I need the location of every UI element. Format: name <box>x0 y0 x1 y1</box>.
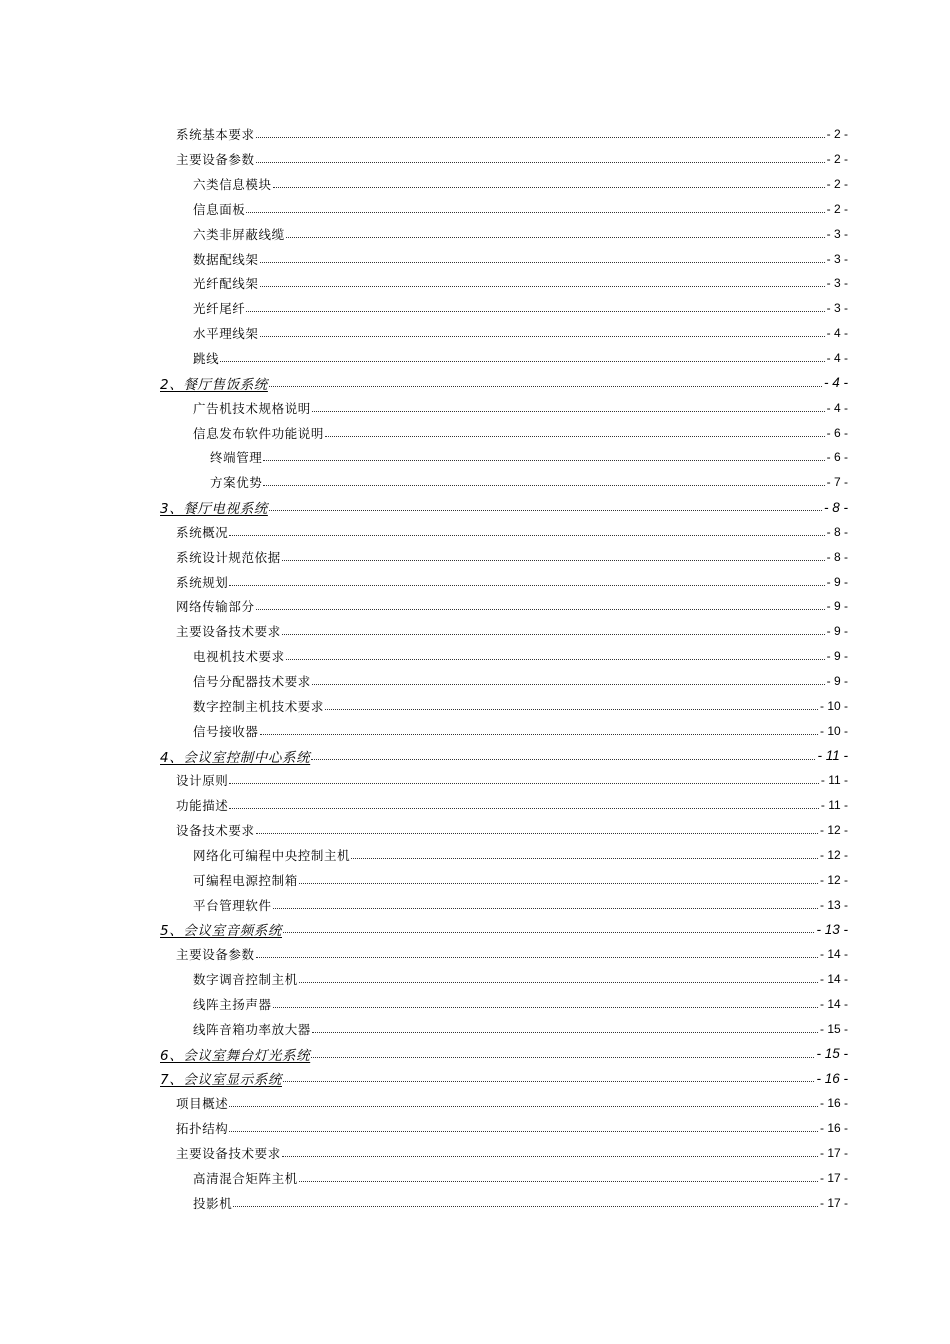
toc-entry[interactable] <box>0 321 950 346</box>
toc-entry-title: 信号分配器技术要求 <box>193 673 311 689</box>
toc-entry[interactable] <box>0 793 950 818</box>
toc-entry-title: 拓扑结构 <box>176 1121 229 1137</box>
toc-entry-title: 平台管理软件 <box>193 897 272 913</box>
dot-leader <box>260 261 825 263</box>
dot-leader <box>256 136 825 138</box>
dot-leader <box>286 236 825 238</box>
dot-leader <box>229 1130 818 1132</box>
toc-entry[interactable] <box>0 122 950 147</box>
dot-leader <box>282 633 825 635</box>
dot-leader <box>260 285 825 287</box>
toc-entry[interactable] <box>0 992 950 1017</box>
toc-entry[interactable] <box>0 1141 950 1166</box>
toc-page-number: - 3 - <box>826 276 848 291</box>
toc-page-number: - 11 - <box>820 773 848 788</box>
toc-page-number: - 9 - <box>826 624 848 639</box>
toc-entry-title: 光纤配线架 <box>193 276 259 292</box>
dot-leader <box>256 161 825 163</box>
toc-entry-title: 高清混合矩阵主机 <box>193 1170 298 1186</box>
toc-page-number: - 11 - <box>820 798 848 813</box>
dot-leader <box>311 758 815 760</box>
toc-page-number: - 12 - <box>819 872 848 887</box>
toc-entry-title: 跳线 <box>193 351 220 367</box>
toc-entry[interactable] <box>0 644 950 669</box>
dot-leader <box>263 459 824 461</box>
toc-entry-title: 信号接收器 <box>193 723 259 739</box>
dot-leader <box>229 782 818 784</box>
toc-entry-title: 六类信息模块 <box>193 177 272 193</box>
toc-entry-title: 电视机技术要求 <box>193 649 285 665</box>
toc-entry-title: 系统概况 <box>176 524 229 540</box>
toc-entry[interactable] <box>0 967 950 992</box>
toc-page-number: - 15 - <box>816 1046 848 1062</box>
dot-leader <box>273 907 818 909</box>
toc-entry[interactable] <box>0 669 950 694</box>
dot-leader <box>299 981 818 983</box>
toc-page-number: - 4 - <box>826 326 848 341</box>
toc-entry-title: 六类非屏蔽线缆 <box>193 226 285 242</box>
dot-leader <box>256 956 818 958</box>
toc-entry[interactable] <box>0 221 950 246</box>
dot-leader <box>260 733 818 735</box>
toc-entry-title: 系统设计规范依据 <box>176 549 281 565</box>
toc-entry-title: 主要设备技术要求 <box>176 624 281 640</box>
toc-entry-title: 可编程电源控制箱 <box>193 872 298 888</box>
dot-leader <box>286 658 825 660</box>
toc-entry-title: 4、会议室控制中心系统 <box>160 749 311 766</box>
toc-entry-title: 数字控制主机技术要求 <box>193 698 325 714</box>
dot-leader <box>299 882 818 884</box>
dot-leader <box>229 1105 818 1107</box>
toc-entry[interactable] <box>0 296 950 321</box>
toc-entry-title: 系统基本要求 <box>176 127 255 143</box>
toc-entry-title: 信息发布软件功能说明 <box>193 425 325 441</box>
toc-page-number: - 13 - <box>819 897 848 912</box>
toc-section-heading[interactable] <box>0 370 950 395</box>
dot-leader <box>273 1006 818 1008</box>
toc-entry[interactable] <box>0 1091 950 1116</box>
toc-section-heading[interactable] <box>0 743 950 768</box>
toc-page-number: - 2 - <box>826 127 848 142</box>
toc-page-number: - 17 - <box>819 1170 848 1185</box>
toc-entry-title: 数字调音控制主机 <box>193 972 298 988</box>
dot-leader <box>246 211 824 213</box>
dot-leader <box>311 1056 814 1058</box>
toc-page-number: - 4 - <box>823 375 848 391</box>
toc-page-number: - 9 - <box>826 574 848 589</box>
dot-leader <box>282 1155 818 1157</box>
toc-page-number: - 3 - <box>826 301 848 316</box>
dot-leader <box>325 708 818 710</box>
dot-leader <box>312 410 825 412</box>
toc-entry-title: 网络化可编程中央控制主机 <box>193 847 351 863</box>
toc-section-heading[interactable] <box>0 1066 950 1091</box>
toc-page-number: - 16 - <box>819 1096 848 1111</box>
toc-entry-title: 主要设备技术要求 <box>176 1146 281 1162</box>
toc-page-number: - 7 - <box>826 475 848 490</box>
toc-entry-title: 3、餐厅电视系统 <box>160 501 268 518</box>
toc-page-number: - 3 - <box>826 251 848 266</box>
toc-page-number: - 8 - <box>823 499 848 515</box>
dot-leader <box>256 832 818 834</box>
toc-page-number: - 10 - <box>819 698 848 713</box>
toc-entry[interactable] <box>0 619 950 644</box>
toc-entry-title: 终端管理 <box>210 450 263 466</box>
dot-leader <box>312 683 825 685</box>
dot-leader <box>269 509 822 511</box>
toc-page-number: - 2 - <box>826 177 848 192</box>
dot-leader <box>273 186 825 188</box>
toc-entry[interactable] <box>0 246 950 271</box>
toc-page-number: - 13 - <box>816 921 848 937</box>
dot-leader <box>260 335 825 337</box>
toc-entry[interactable] <box>0 569 950 594</box>
dot-leader <box>229 807 818 809</box>
toc-entry-title: 设计原则 <box>176 773 229 789</box>
toc-entry[interactable] <box>0 197 950 222</box>
toc-entry[interactable] <box>0 693 950 718</box>
toc-page-number: - 15 - <box>819 1021 848 1036</box>
dot-leader <box>283 931 814 933</box>
toc-entry[interactable] <box>0 1165 950 1190</box>
toc-page-number: - 12 - <box>819 847 848 862</box>
toc-page-number: - 8 - <box>826 549 848 564</box>
toc-entry-title: 方案优势 <box>210 475 263 491</box>
toc-entry[interactable] <box>0 594 950 619</box>
toc-page-number: - 12 - <box>819 823 848 838</box>
dot-leader <box>229 584 824 586</box>
toc-entry-title: 6、会议室舞台灯光系统 <box>160 1047 311 1064</box>
toc-entry[interactable] <box>0 942 950 967</box>
dot-leader <box>220 360 824 362</box>
toc-entry[interactable] <box>0 768 950 793</box>
toc-entry[interactable] <box>0 445 950 470</box>
toc-page-number: - 11 - <box>817 748 848 764</box>
toc-entry[interactable] <box>0 1116 950 1141</box>
toc-entry-title: 2、餐厅售饭系统 <box>160 376 268 393</box>
toc-page-number: - 14 - <box>819 972 848 987</box>
toc-entry[interactable] <box>0 147 950 172</box>
toc-entry[interactable] <box>0 867 950 892</box>
toc-entry-title: 项目概述 <box>176 1096 229 1112</box>
toc-page-number: - 6 - <box>826 450 848 465</box>
dot-leader <box>256 608 825 610</box>
toc-entry[interactable] <box>0 818 950 843</box>
toc-entry[interactable] <box>0 520 950 545</box>
toc-page-number: - 10 - <box>819 723 848 738</box>
toc-entry-title: 网络传输部分 <box>176 599 255 615</box>
toc-entry[interactable] <box>0 395 950 420</box>
dot-leader <box>263 484 824 486</box>
toc-page-number: - 2 - <box>826 152 848 167</box>
toc-page-number: - 14 - <box>819 996 848 1011</box>
toc-entry[interactable] <box>0 346 950 371</box>
dot-leader <box>269 385 822 387</box>
toc-entry-title: 线阵音箱功率放大器 <box>193 1021 311 1037</box>
toc-entry-title: 7、会议室显示系统 <box>160 1072 282 1089</box>
toc-page-number: - 14 - <box>819 947 848 962</box>
toc-page-number: - 4 - <box>826 400 848 415</box>
toc-page-number: - 17 - <box>819 1195 848 1210</box>
toc-entry[interactable] <box>0 544 950 569</box>
toc-entry-title: 广告机技术规格说明 <box>193 400 311 416</box>
dot-leader <box>299 1180 818 1182</box>
toc-entry[interactable] <box>0 718 950 743</box>
toc-entry[interactable] <box>0 420 950 445</box>
toc-entry[interactable] <box>0 892 950 917</box>
toc-section-heading[interactable] <box>0 1041 950 1066</box>
toc-page-number: - 9 - <box>826 599 848 614</box>
toc-entry-title: 系统规划 <box>176 574 229 590</box>
toc-entry-title: 数据配线架 <box>193 251 259 267</box>
toc-section-heading[interactable] <box>0 495 950 520</box>
toc-page-number: - 16 - <box>819 1121 848 1136</box>
dot-leader <box>325 435 825 437</box>
toc-entry-title: 功能描述 <box>176 798 229 814</box>
toc-entry-title: 投影机 <box>193 1195 233 1211</box>
table-of-contents <box>0 122 950 1215</box>
toc-page-number: - 3 - <box>826 226 848 241</box>
toc-section-heading[interactable] <box>0 917 950 942</box>
toc-page-number: - 16 - <box>816 1070 848 1086</box>
toc-entry[interactable] <box>0 172 950 197</box>
toc-entry-title: 水平理线架 <box>193 326 259 342</box>
toc-entry[interactable] <box>0 271 950 296</box>
toc-page-number: - 9 - <box>826 673 848 688</box>
dot-leader <box>351 857 818 859</box>
dot-leader <box>283 1080 814 1082</box>
toc-entry[interactable] <box>0 470 950 495</box>
toc-entry-title: 5、会议室音频系统 <box>160 923 282 940</box>
dot-leader <box>282 559 825 561</box>
toc-page-number: - 6 - <box>826 425 848 440</box>
dot-leader <box>229 534 824 536</box>
toc-entry-title: 主要设备参数 <box>176 947 255 963</box>
toc-entry-title: 信息面板 <box>193 201 246 217</box>
toc-entry[interactable] <box>0 1016 950 1041</box>
toc-entry-title: 线阵主扬声器 <box>193 996 272 1012</box>
toc-entry[interactable] <box>0 842 950 867</box>
toc-page-number: - 17 - <box>819 1146 848 1161</box>
toc-page-number: - 9 - <box>826 649 848 664</box>
toc-entry-title: 设备技术要求 <box>176 823 255 839</box>
dot-leader <box>246 310 824 312</box>
toc-page-number: - 8 - <box>826 524 848 539</box>
toc-entry-title: 主要设备参数 <box>176 152 255 168</box>
toc-entry-title: 光纤尾纤 <box>193 301 246 317</box>
dot-leader <box>312 1031 818 1033</box>
toc-page-number: - 4 - <box>826 351 848 366</box>
toc-entry[interactable] <box>0 1190 950 1215</box>
dot-leader <box>233 1205 818 1207</box>
toc-page-number: - 2 - <box>826 201 848 216</box>
